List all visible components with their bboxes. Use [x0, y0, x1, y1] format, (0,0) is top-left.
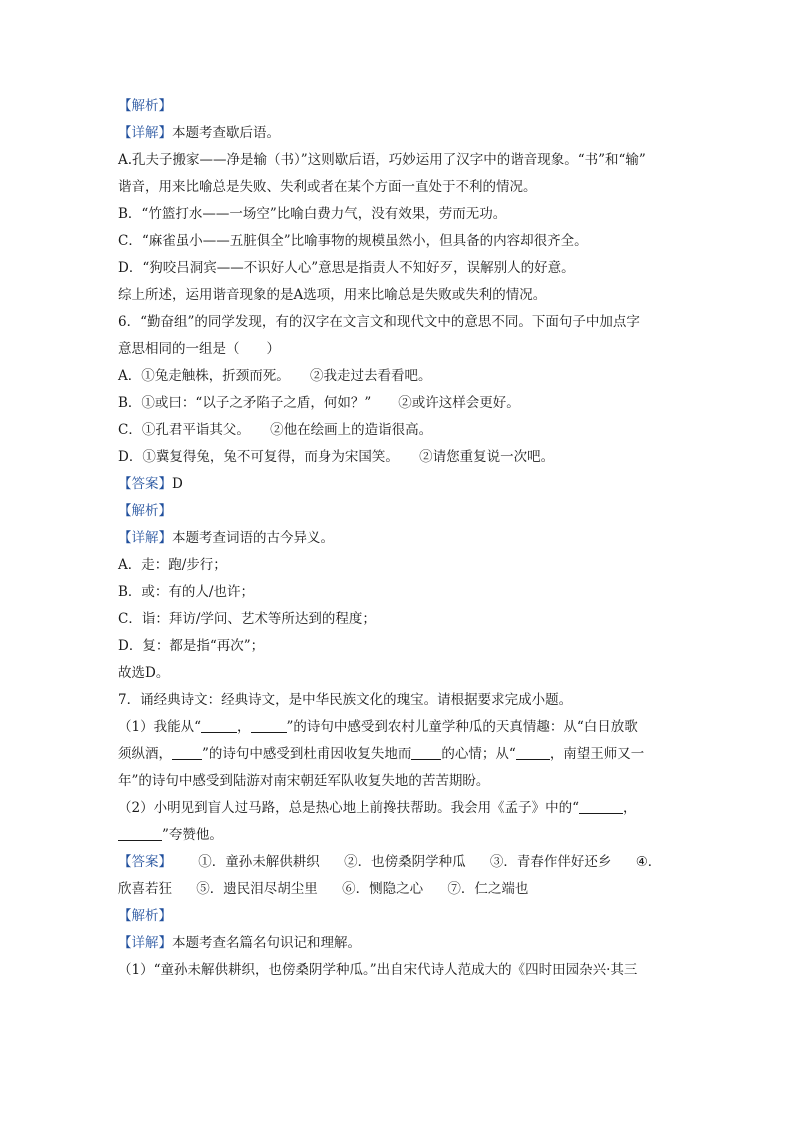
- question-7-part1: （1）我能从“ ， ”的诗句中感受到农村儿童学种瓜的天真情趣：从“白日放歌: [118, 719, 638, 735]
- question-6-line: 意思相同的一组是（ ）: [118, 341, 280, 357]
- analysis-heading: 【解析】: [118, 908, 172, 924]
- option-b: B．①或曰：“以子之矛陷子之盾，何如？” ②或许这样会更好。: [118, 395, 520, 411]
- text-line: A.孔夫子搬家——净是输（书）”这则歇后语，巧妙运用了汉字中的谐音现象。“书”和“输”: [118, 152, 646, 168]
- text-line: 故选D。: [118, 665, 170, 681]
- fill-blank[interactable]: [579, 799, 623, 814]
- answer-7-line: 【答案】 ①．童孙未解供耕织 ②．也傍桑阴学种瓜 ③．青春作伴好还乡 ④．: [118, 854, 662, 870]
- detail-line: 【详解】本题考查词语的古今异义。: [118, 530, 334, 546]
- text-line: 综上所述，运用谐音现象的是A选项，用来比喻总是失败或失利的情况。: [118, 287, 547, 303]
- question-7-part1: 须纵酒， ”的诗句中感受到杜甫因收复失地而 的心情；从“ ，南望王师又一: [118, 746, 645, 762]
- text-line: D．“狗咬吕洞宾——不识好人心”意思是指责人不知好歹，误解别人的好意。: [118, 260, 575, 276]
- text-line: B．“竹篮打水——一场空”比喻白费力气，没有效果，劳而无功。: [118, 206, 507, 222]
- analysis-heading: 【解析】: [118, 503, 172, 519]
- text-line: 谐音，用来比喻总是失败、失利或者在某个方面一直处于不利的情况。: [118, 179, 537, 195]
- text-line: D．复：都是指“再次”；: [118, 638, 265, 654]
- answer-7-line: 欣喜若狂 ⑤．遗民泪尽胡尘里 ⑥．恻隐之心 ⑦．仁之端也: [118, 881, 529, 897]
- text-line: C．诣：拜访/学问、艺术等所达到的程度；: [118, 611, 376, 627]
- text-line: C．“麻雀虽小——五脏俱全”比喻事物的规模虽然小，但具备的内容却很齐全。: [118, 233, 588, 249]
- text-line: A．走：跑/步行；: [118, 557, 227, 573]
- fill-blank[interactable]: [251, 718, 287, 733]
- fill-blank[interactable]: [172, 745, 202, 760]
- answer-line: 【答案】D: [118, 476, 183, 492]
- option-d: D．①冀复得兔，兔不可复得，而身为宋国笑。 ②请您重复说一次吧。: [118, 449, 555, 465]
- option-c: C．①孔君平诣其父。 ②他在绘画上的造诣很高。: [118, 422, 433, 438]
- analysis-heading: 【解析】: [118, 98, 172, 114]
- text-line: B．或：有的人/也许；: [118, 584, 254, 600]
- question-7-part2: （2）小明见到盲人过马路，总是热心地上前搀扶帮助。我会用《孟子》中的“ ，: [118, 800, 637, 816]
- fill-blank[interactable]: [411, 745, 441, 760]
- fill-blank[interactable]: [201, 718, 237, 733]
- option-a: A．①兔走触株，折颈而死。 ②我走过去看看吧。: [118, 368, 432, 384]
- question-7-part1: 年”的诗句中感受到陆游对南宋朝廷军队收复失地的苦苦期盼。: [118, 773, 490, 789]
- text-line: （1）“童孙未解供耕织，也傍桑阴学种瓜。”出自宋代诗人范成大的《四时田园杂兴·其三: [118, 962, 638, 978]
- detail-line: 【详解】本题考查名篇名句识记和理解。: [118, 935, 361, 951]
- question-6-line: 6．“勤奋组”的同学发现，有的汉字在文言文和现代文中的意思不同。下面句子中加点字: [118, 314, 640, 330]
- question-7-part2: ”夸赞他。: [118, 822, 688, 849]
- question-7-line: 7．诵经典诗文：经典诗文，是中华民族文化的瑰宝。请根据要求完成小题。: [118, 692, 573, 708]
- fill-blank[interactable]: [118, 826, 162, 841]
- document-page: [118, 93, 688, 984]
- detail-line: 【详解】本题考查歇后语。: [118, 125, 280, 141]
- fill-blank[interactable]: [516, 745, 550, 760]
